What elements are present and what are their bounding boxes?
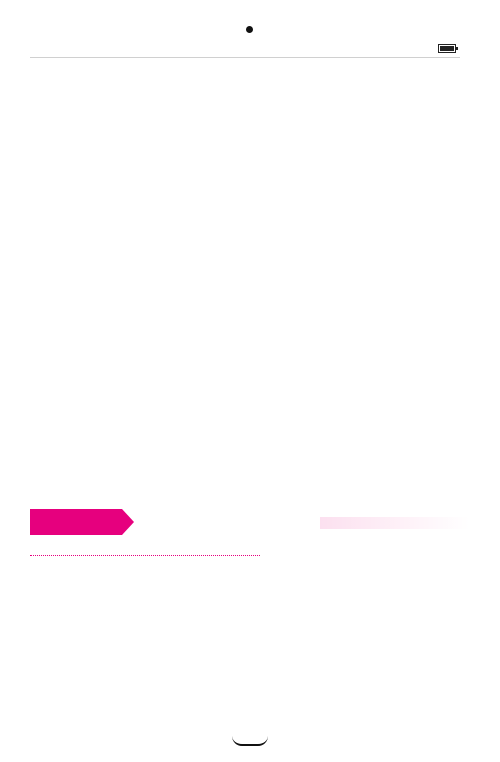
unit-header — [30, 509, 470, 535]
battery-icon — [438, 44, 456, 53]
watermark-logo — [430, 716, 496, 760]
answer-line — [32, 83, 239, 100]
left-answer-column — [32, 66, 239, 151]
answer-line — [32, 66, 239, 83]
section-tag-rule — [30, 548, 260, 562]
unit-arrow-icon — [122, 509, 134, 535]
answer-line — [32, 100, 239, 117]
status-bar — [30, 43, 460, 58]
unit-label — [30, 509, 122, 535]
battery-indicator — [435, 44, 456, 53]
page-number — [238, 722, 262, 744]
answer-line — [32, 117, 239, 134]
top-dot — [246, 26, 253, 33]
answer-line — [32, 134, 239, 151]
unit-banner-decoration — [320, 517, 470, 529]
section-b-answers — [256, 560, 466, 562]
